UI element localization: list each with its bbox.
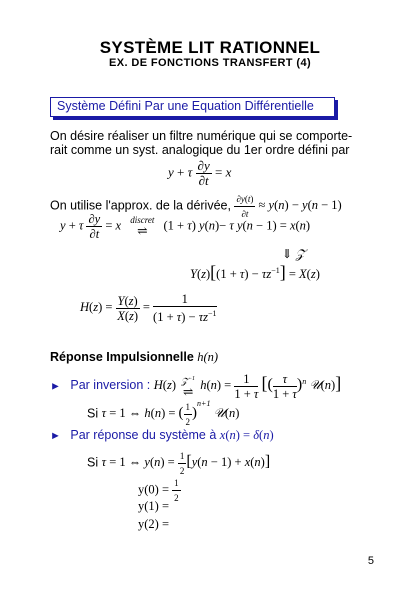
section-box (50, 97, 335, 117)
z-transform-arrow: ⇓ 𝒵 (282, 247, 306, 261)
inversion-case: Si τ = 1 ⇔ h(n) = ( $\frac{1}{2}$ )$^{n+1}$ 𝒰(n) (87, 399, 240, 427)
bullet-inversion (50, 372, 341, 401)
impulse-heading-text: Réponse Impulsionnelle (50, 350, 194, 364)
si-label-1: Si (87, 406, 99, 421)
impulse-heading (50, 350, 218, 365)
bullet-triangle-icon: ► (50, 430, 61, 442)
bullet-triangle-icon: ► (50, 380, 61, 393)
section-box-title: Système Défini Par une Equation Différentielle (57, 99, 314, 113)
equation-z-domain: $Y(z)[(1 + \tau) - \tau z^{-1}] = X(z)$ (190, 262, 320, 282)
page-title: SYSTÈME LIT RATIONNEL (99, 38, 321, 57)
value-y2: y(2) = (138, 517, 169, 531)
bullet-inversion-label: Par inversion : (70, 378, 151, 393)
approx-math: $\frac{\partial y(t)}{\partial t}$ ≈ y(n) − y(n − 1) (236, 194, 342, 219)
response-case: Si τ = 1 ⇔ y(n) = $\frac{1}{2}$ [y(n − 1) + x(n)] (87, 451, 271, 476)
value-y0: y(0) = $\frac{1}{2}$ (138, 478, 179, 503)
bullet-response-label: Par réponse du système à (70, 428, 217, 442)
intro-line-1: On désire réaliser un filtre numérique qui se comporte- (50, 129, 353, 143)
si-label-2: Si (87, 455, 99, 470)
equation-discrete: y + τ $\frac{\partial y}{\partial t}$ = x discret ⇌ (1 + τ) y(n)− τ y(n − 1) = x(n) (60, 212, 311, 241)
intro-line-2: rait comme un syst. analogique du 1er ordre défini par (50, 143, 350, 157)
inversion-math: H(z) 𝒵$^{-1}$ ⇌ h(n) = $\frac{1}{1 + \tau}$ [( $\frac{\tau}{1 + \tau}$ )$^n$ 𝒰(n)] (153, 372, 342, 401)
equation-continuous: y + τ $\frac{\partial y}{\partial t}$ = x (168, 158, 232, 188)
page-subtitle: EX. DE FONCTIONS TRANSFERT (4) (108, 57, 312, 69)
value-y1: y(1) = (138, 499, 169, 513)
approx-text: On utilise l'approx. de la dérivée, (50, 198, 231, 213)
page-number: 5 (367, 555, 374, 567)
bullet-response: ► Par réponse du système à x(n) = δ(n) (50, 428, 274, 442)
impulse-heading-math: h(n) (197, 350, 219, 364)
transfer-function: H(z) = $\frac{Y(z)}{X(z)}$ = $\frac{1}{(1 + \tau) - \tau z^{-1}}$ (80, 292, 217, 325)
